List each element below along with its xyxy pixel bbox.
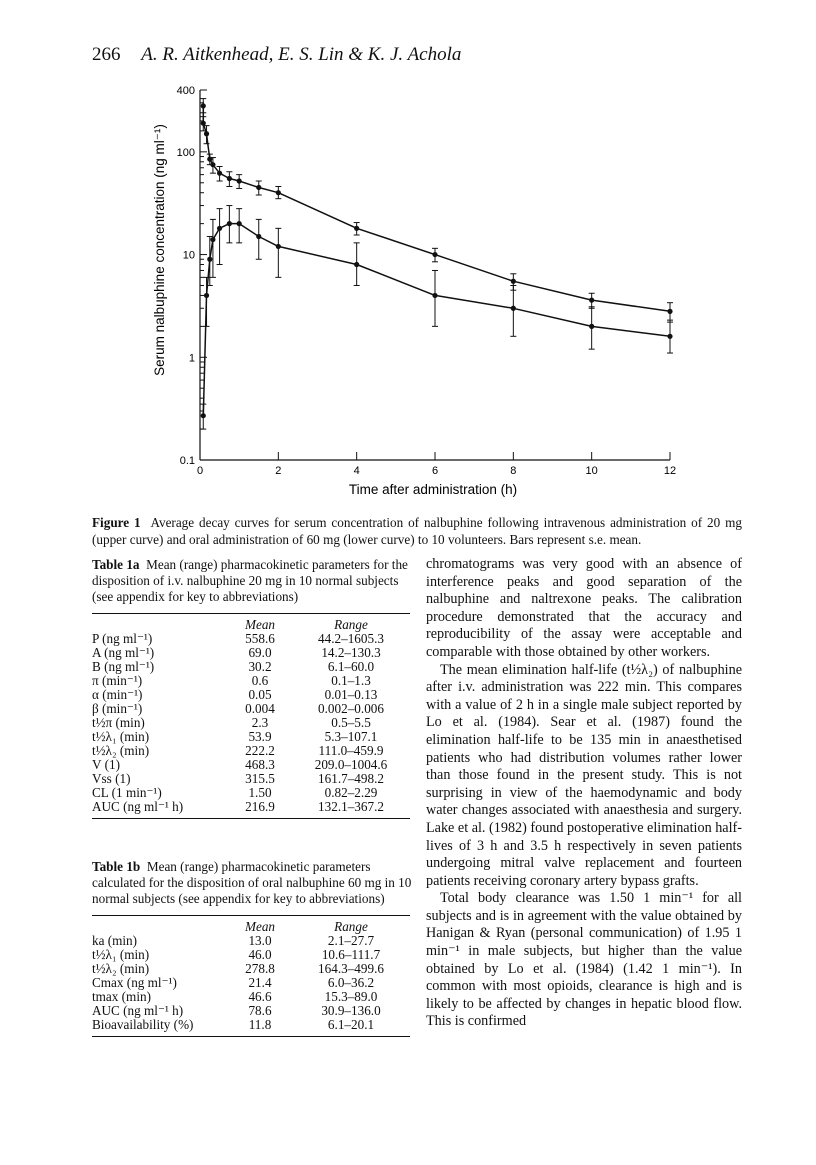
data-point — [210, 237, 215, 242]
param-cell: π (min⁻¹) — [92, 673, 143, 688]
table-row — [92, 716, 410, 730]
range-cell: 0.1–1.3 — [331, 673, 371, 688]
table-row — [92, 1018, 410, 1032]
param-cell: Cmax (ng ml⁻¹) — [92, 975, 177, 990]
figure-caption-text: Average decay curves for serum concentration of nalbuphine following intravenous administration of 20 mg (upper curve) and oral administration of 60 mg (lower curve) to 10 volunteers. Bars represent s.e. mean. — [92, 515, 742, 547]
table-row — [92, 948, 410, 962]
param-cell: Bioavailability (%) — [92, 1017, 194, 1032]
table-1a-grid — [92, 618, 410, 814]
data-point — [276, 244, 281, 249]
data-point — [511, 306, 516, 311]
range-cell: 0.01–0.13 — [324, 687, 378, 702]
mean-cell: 53.9 — [248, 729, 272, 744]
range-cell: 0.82–2.29 — [324, 785, 378, 800]
mean-cell: 222.2 — [245, 743, 275, 758]
param-cell: β (min⁻¹) — [92, 701, 143, 716]
x-axis-label: Time after administration (h) — [348, 482, 518, 497]
x-tick-label: 2 — [275, 465, 282, 477]
param-cell: t½λ₂ (min) — [92, 743, 150, 758]
data-point — [204, 293, 209, 298]
range-cell: 6.0–36.2 — [327, 975, 375, 990]
table-row — [92, 758, 410, 772]
figure-caption — [92, 514, 742, 548]
range-cell: 15.3–89.0 — [324, 989, 378, 1004]
table-rule — [92, 915, 410, 916]
param-cell: B (ng ml⁻¹) — [92, 659, 155, 674]
param-cell: α (min⁻¹) — [92, 687, 143, 702]
table-row — [92, 772, 410, 786]
data-point — [217, 171, 222, 176]
mean-cell: 46.6 — [248, 989, 272, 1004]
y-tick-label: 1 — [188, 352, 195, 365]
col-header: Range — [334, 617, 368, 632]
param-cell: V (1) — [92, 757, 120, 772]
col-header — [92, 920, 228, 934]
data-point — [237, 221, 242, 226]
range-cell: 111.0–459.9 — [318, 743, 384, 758]
table-1a-caption-text: Mean (range) pharmacokinetic parameters for the disposition of i.v. nalbuphine 20 mg in 10 normal subjects (see appendix for key to abbreviations) — [92, 557, 408, 604]
range-cell: 164.3–499.6 — [318, 961, 384, 976]
data-point — [667, 309, 672, 314]
chart-axes — [177, 85, 676, 477]
x-tick-label: 12 — [663, 465, 677, 477]
chart-points — [200, 99, 673, 429]
mean-cell: 468.3 — [245, 757, 275, 772]
range-cell: 30.9–136.0 — [321, 1003, 381, 1018]
paragraph-1: chromatograms was very good with an absence of interference peaks and good separation of the nalbuphine and naltrexone peaks. The calibration procedure demonstrated that the accuracy and reproducibility of the assay were acceptable and comparable with those obtained by other workers. — [426, 556, 742, 660]
running-authors: A. R. Aitkenhead, E. S. Lin & K. J. Achola — [141, 44, 462, 65]
y-tick-label: 400 — [176, 85, 195, 97]
table-row — [92, 786, 410, 800]
col-header: Range — [334, 919, 368, 934]
range-cell: 44.2–1605.3 — [318, 631, 384, 646]
table-row — [92, 800, 410, 814]
mean-cell: 30.2 — [248, 659, 272, 674]
param-cell: tmax (min) — [92, 989, 151, 1004]
mean-cell: 0.05 — [248, 687, 272, 702]
data-point — [207, 257, 212, 262]
data-point — [201, 103, 206, 108]
x-tick-label: 4 — [353, 465, 360, 477]
running-header — [92, 44, 461, 66]
data-point — [256, 234, 261, 239]
range-cell: 6.1–60.0 — [327, 659, 375, 674]
data-point — [210, 162, 215, 167]
table-row — [92, 688, 410, 702]
y-axis-label: Serum nalbuphine concentration (ng ml⁻¹) — [152, 124, 167, 376]
range-cell: 6.1–20.1 — [327, 1017, 375, 1032]
range-cell: 5.3–107.1 — [324, 729, 378, 744]
mean-cell: 1.50 — [248, 785, 272, 800]
data-point — [511, 279, 516, 284]
data-point — [201, 413, 206, 418]
mean-cell: 11.8 — [248, 1017, 272, 1032]
table-row — [92, 976, 410, 990]
body-column — [426, 556, 742, 1031]
mean-cell: 558.6 — [245, 631, 275, 646]
param-cell: P (ng ml⁻¹) — [92, 631, 153, 646]
col-header — [92, 618, 228, 632]
table-row — [92, 646, 410, 660]
data-point — [256, 185, 261, 190]
y-tick-label: 10 — [182, 249, 195, 262]
page-number: 266 — [92, 44, 121, 65]
table-1b-caption-text: Mean (range) pharmacokinetic parameters calculated for the disposition of oral nalbuphine 60 mg in 10 normal subjects (see appendix for key to abbreviations) — [92, 859, 412, 906]
range-cell: 161.7–498.2 — [318, 771, 384, 786]
data-point — [354, 226, 359, 231]
mean-cell: 46.0 — [248, 947, 272, 962]
param-cell: t½π (min) — [92, 715, 145, 730]
data-point — [589, 298, 594, 303]
mean-cell: 0.6 — [251, 673, 269, 688]
data-point — [432, 293, 437, 298]
table-1a — [92, 557, 412, 819]
mean-cell: 69.0 — [248, 645, 272, 660]
table-row — [92, 660, 410, 674]
x-tick-label: 0 — [196, 465, 204, 477]
table-row — [92, 1004, 410, 1018]
range-cell: 209.0–1004.6 — [314, 757, 388, 772]
y-tick-label: 0.1 — [179, 455, 195, 467]
table-row — [92, 632, 410, 646]
data-point — [667, 334, 672, 339]
data-point — [204, 131, 209, 136]
mean-cell: 13.0 — [248, 933, 272, 948]
table-1b-caption — [92, 859, 412, 907]
range-cell: 2.1–27.7 — [327, 933, 375, 948]
col-header: Mean — [244, 617, 276, 632]
table-row — [92, 990, 410, 1004]
table-1b — [92, 859, 412, 1037]
figure-label: Figure 1 — [92, 515, 141, 530]
decay-chart — [150, 80, 710, 500]
param-cell: Vss (1) — [92, 771, 131, 786]
table-1a-caption — [92, 557, 412, 605]
paragraph-3: Total body clearance was 1.50 1 min⁻¹ for all subjects and is in agreement with the value obtained by Hanigan & Ryan (personal communication) of 1.95 1 min⁻¹ in male subjects, but higher than the value obtained by Lo et al. (1984) (1.42 1 min⁻¹). In common with most opioids, clearance is high and is likely to be affected by changes in hepatic blood flow. This is confirmed — [426, 890, 742, 1030]
mean-cell: 216.9 — [245, 799, 275, 814]
table-row — [92, 730, 410, 744]
table-row — [92, 674, 410, 688]
table-1b-grid — [92, 920, 410, 1032]
series-line-1 — [203, 106, 670, 311]
param-cell: t½λ₂ (min) — [92, 961, 150, 976]
data-point — [354, 262, 359, 267]
table-row — [92, 702, 410, 716]
table-row — [92, 934, 410, 948]
x-tick-label: 8 — [510, 465, 517, 477]
table-row — [92, 744, 410, 758]
data-point — [227, 221, 232, 226]
mean-cell: 0.004 — [245, 701, 275, 716]
data-point — [227, 176, 232, 181]
range-cell: 0.5–5.5 — [331, 715, 371, 730]
data-point — [589, 324, 594, 329]
param-cell: t½λ₁ (min) — [92, 729, 150, 744]
param-cell: A (ng ml⁻¹) — [92, 645, 155, 660]
range-cell: 14.2–130.3 — [321, 645, 381, 660]
x-tick-label: 10 — [585, 465, 598, 477]
x-tick-label: 6 — [431, 465, 439, 477]
table-rule — [92, 818, 410, 819]
table-rule — [92, 613, 410, 614]
table-1a-label: Table 1a — [92, 557, 140, 572]
param-cell: ka (min) — [92, 933, 138, 948]
mean-cell: 278.8 — [245, 961, 275, 976]
series-line-2 — [203, 224, 670, 416]
mean-cell: 21.4 — [248, 975, 272, 990]
param-cell: CL (1 min⁻¹) — [92, 785, 162, 800]
range-cell: 132.1–367.2 — [318, 799, 384, 814]
data-point — [276, 190, 281, 195]
table-rule — [92, 1036, 410, 1037]
paragraph-2: The mean elimination half-life (t½λ₂) of nalbuphine after i.v. administration was 222 min. This compares with a value of 2 h in a single male subject reported by Lo et al. (1984). Sear et al. (1987) found the elimination half-life to be 135 min in anaesthetised patients who had distribution volumes rather lower than those found in the present study. This is not surprising in view of the haemodynamic and body water changes associated with anaesthesia and surgery. Lake et al. (1982) found postoperative elimination half-lives of 3 h and 3.5 h respectively in seven patients undergoing mitral valve replacement and fourteen patients receiving coronary artery bypass grafts. — [426, 661, 742, 889]
param-cell: t½λ₁ (min) — [92, 947, 150, 962]
range-cell: 0.002–0.006 — [318, 701, 384, 716]
table-row — [92, 962, 410, 976]
range-cell: 10.6–111.7 — [321, 947, 381, 962]
data-point — [217, 226, 222, 231]
mean-cell: 78.6 — [248, 1003, 272, 1018]
param-cell: AUC (ng ml⁻¹ h) — [92, 1003, 184, 1018]
chart-curves — [203, 106, 670, 416]
data-point — [432, 252, 437, 257]
col-header: Mean — [244, 919, 276, 934]
mean-cell: 2.3 — [251, 715, 269, 730]
param-cell: AUC (ng ml⁻¹ h) — [92, 799, 184, 814]
table-1b-label: Table 1b — [92, 859, 141, 874]
mean-cell: 315.5 — [245, 771, 275, 786]
y-tick-label: 100 — [176, 146, 195, 159]
data-point — [201, 121, 206, 126]
data-point — [237, 178, 242, 183]
